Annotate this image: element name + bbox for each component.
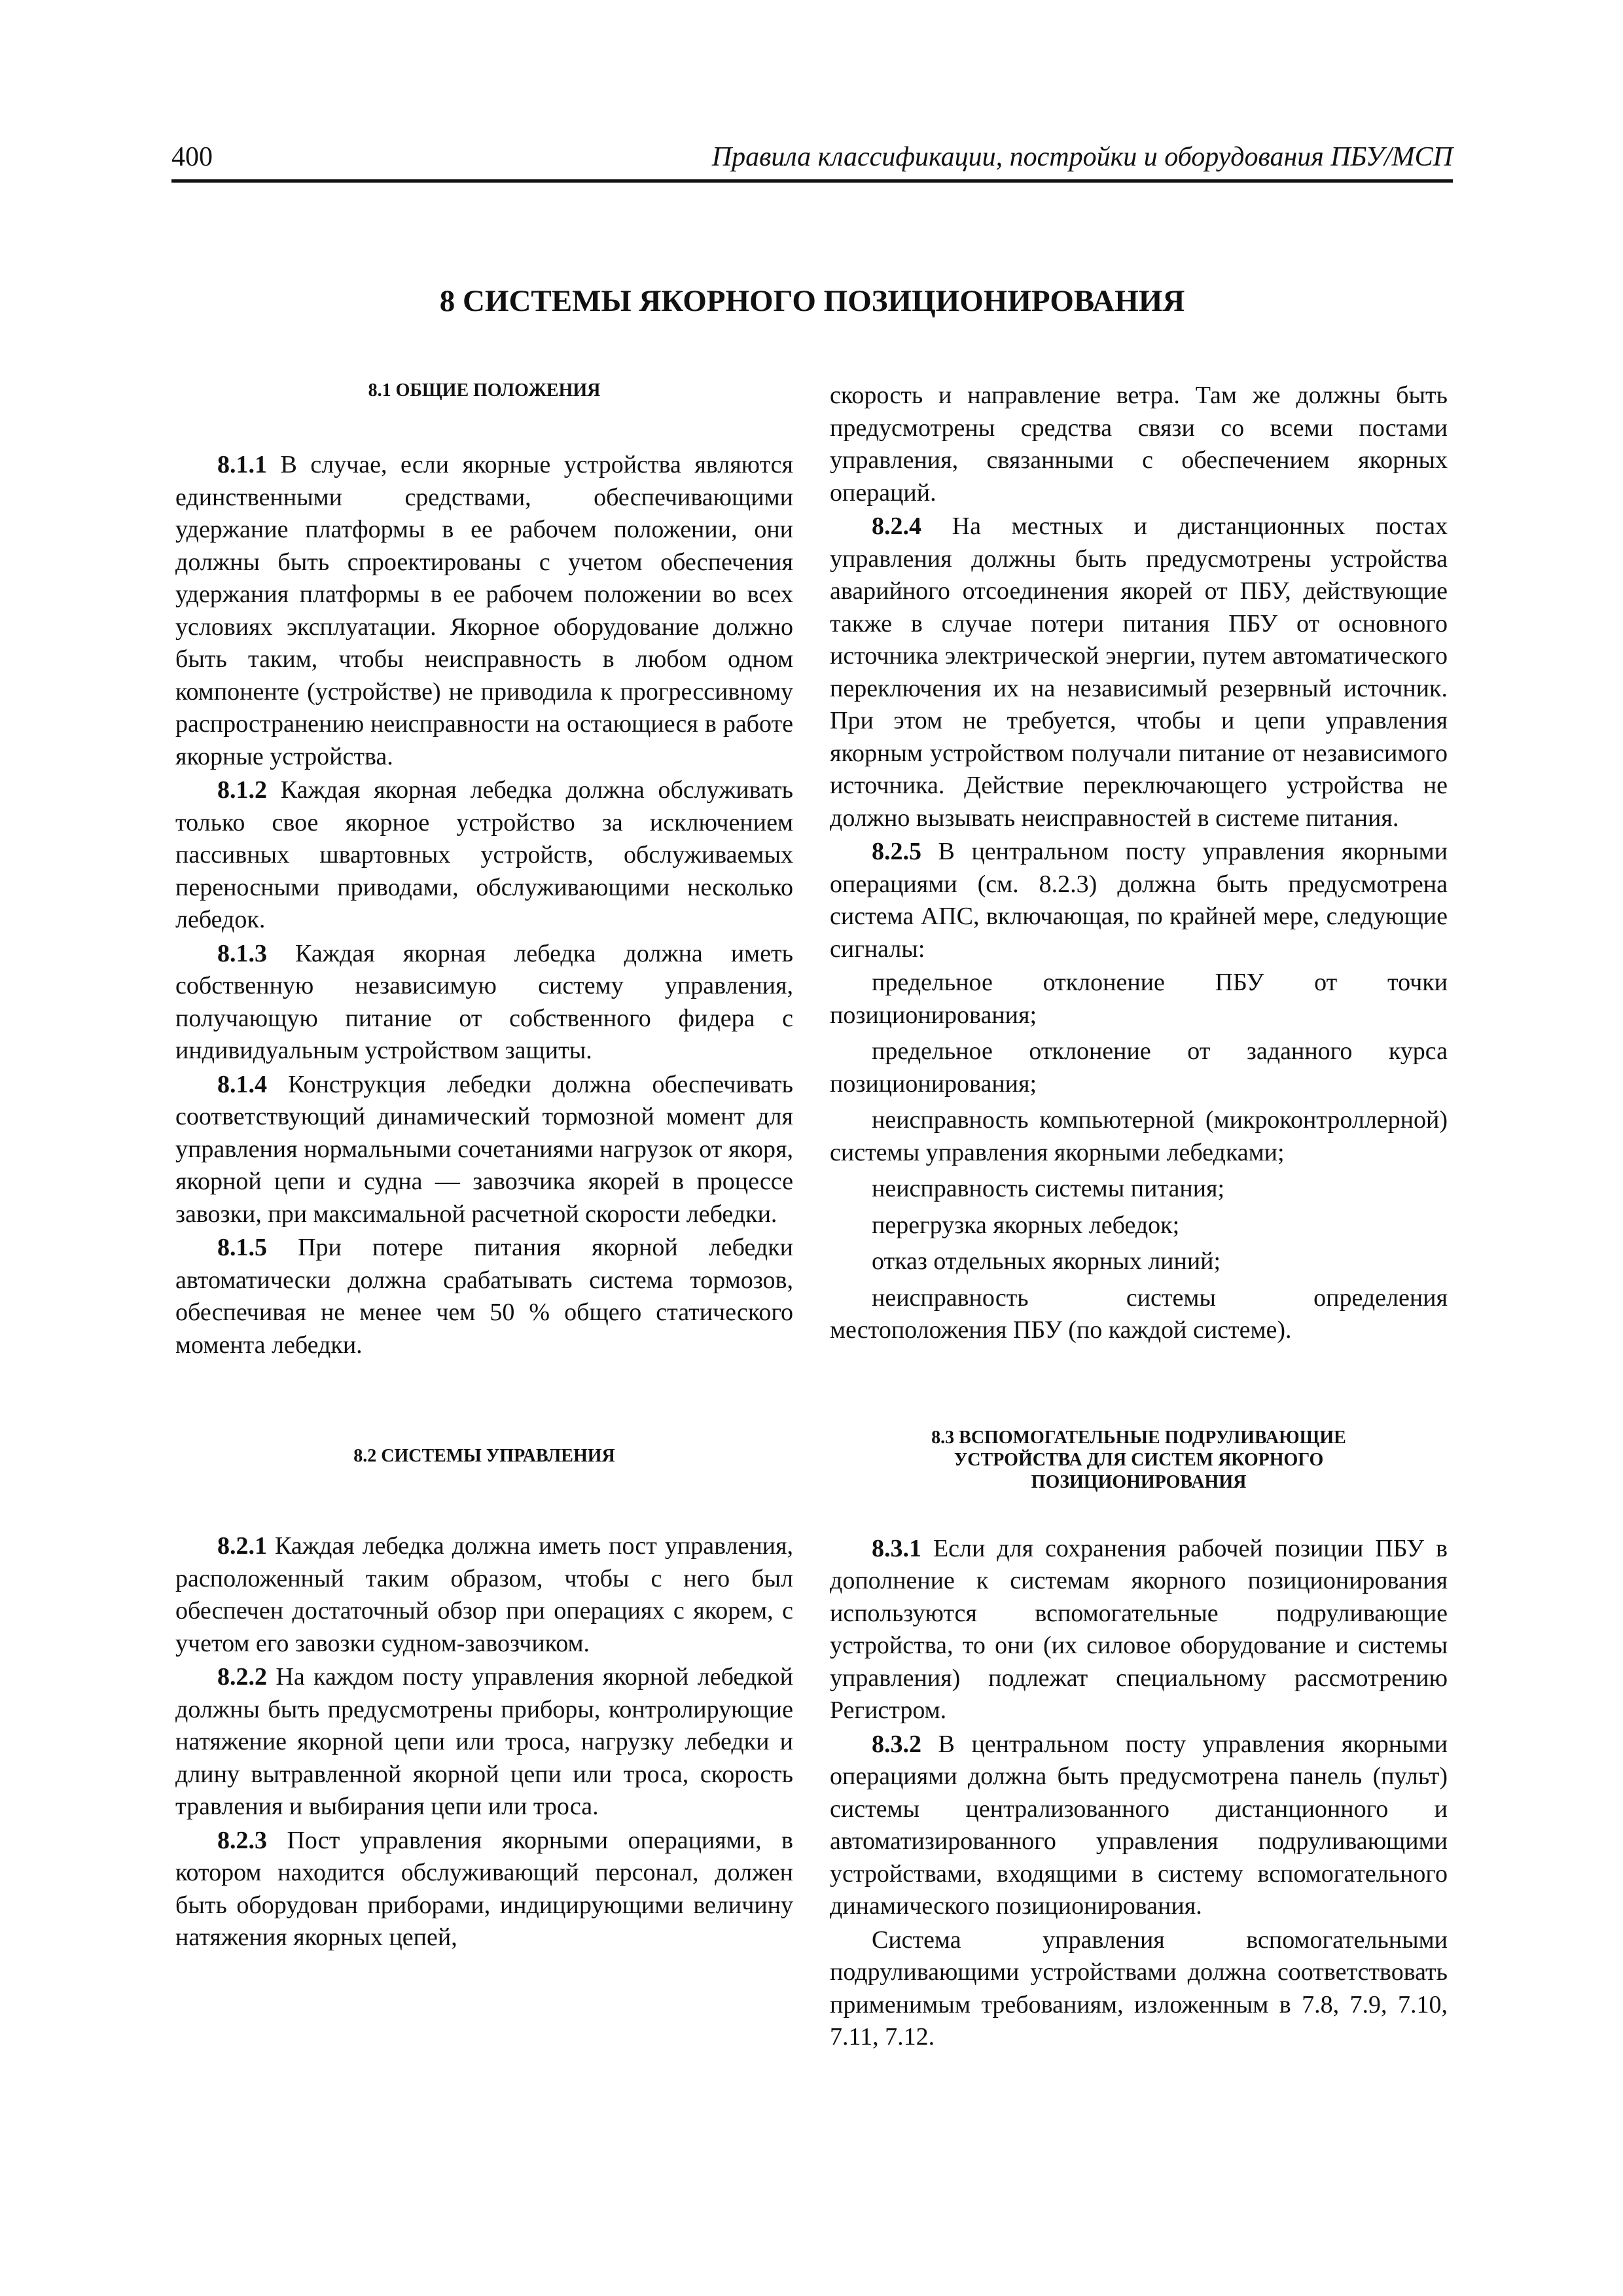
section-heading-8-1: 8.1 ОБЩИЕ ПОЛОЖЕНИЯ [368,380,601,401]
paragraph-8-1-4 [175,1069,793,1231]
clause-number: 8.3.1 [872,1534,921,1562]
signal-item: неисправность системы питания; [872,1175,1225,1202]
paragraph-8-3-1 [830,1533,1448,1727]
clause-number: 8.1.5 [217,1234,267,1261]
clause-text: Каждая якорная лебедка должна обслуживать только свое якорное устройство за исключением пассивных швартовных устройств, обслуживаемых переносными приводами, обслуживающими несколько лебедок. [175,776,793,933]
clause-number: 8.3.2 [872,1730,921,1758]
clause-text: Пост управления якорными операциями, в котором находится обслуживающий персонал, должен быть оборудован приборами, индицирующими величину натяжения якорных цепей, [175,1826,793,1951]
section-heading-8-3: 8.3 ВСПОМОГАТЕЛЬНЫЕ ПОДРУЛИВАЮЩИЕ УСТРОЙСТВА ДЛЯ СИСТЕМ ЯКОРНОГО ПОЗИЦИОНИРОВАНИЯ [931,1427,1346,1492]
signal-item: отказ отдельных якорных линий; [872,1247,1221,1275]
clause-number: 8.1.2 [217,776,267,804]
clause-text: На местных и дистанционных постах управления должны быть предусмотрены устройства аварийного отсоединения якорей от ПБУ, действующие также в случае потери питания ПБУ от основного источника электрической энергии, путем автоматического переключения их на независимый резервный источник. При этом не требуется, чтобы и цепи управления якорным устройством получали питание от независимого источника. Действие переключающего устройства не должно вызывать неисправностей в системе питания. [830,512,1448,832]
paragraph-8-1-1 [175,449,793,773]
clause-text: В центральном посту управления якорными операциями должна быть предусмотрена панель (пульт) системы централизованного дистанционного и автоматизированного управления подруливающими устройствами, входящими в систему вспомогательного динамического позиционирования. [830,1730,1448,1920]
signal-item: предельное отклонение ПБУ от точки позиционирования; [830,969,1448,1029]
clause-text: В случае, если якорные устройства являются единственными средствами, обеспечивающими удержание платформы в ее рабочем положении, они должны быть спроектированы с учетом обеспечения удержания платформы в ее рабочем положении во всех условиях эксплуатации. Якорное оборудование должно быть таким, чтобы неисправность в любом одном компоненте (устройстве) не приводила к прогрессивному распространению неисправности на остающиеся в работе якорные устройства. [175,451,793,770]
page-header [171,140,1453,183]
clause-number: 8.2.2 [217,1663,267,1691]
paragraph-8-2-4 [830,511,1448,834]
clause-text: Конструкция лебедки должна обеспечивать соответствующий динамический тормозной момент для управления нормальными сочетаниями нагрузок от якоря, якорной цепи и судна — завозчика якорей в процессе завозки, при максимальной расчетной скорости лебедки. [175,1070,793,1228]
clause-number: 8.1.1 [217,451,267,478]
clause-number: 8.2.1 [217,1532,267,1560]
clause-number: 8.2.3 [217,1826,267,1854]
signal-item: перегрузка якорных лебедок; [872,1211,1180,1239]
clause-text: В центральном посту управления якорными операциями (см. 8.2.3) должна быть предусмотрена система АПС, включающая, по крайней мере, следующие сигналы: [830,838,1448,963]
paragraph-8-1-3 [175,938,793,1067]
chapter-title: 8 СИСТЕМЫ ЯКОРНОГО ПОЗИЦИОНИРОВАНИЯ [439,284,1185,318]
paragraph-8-3-3: Система управления вспомогательными подруливающими устройствами должна соответствовать применимым требованиям, изложенным в 7.8, 7.9, 7.10, 7.11, 7.12. [830,1926,1448,2051]
page-number: 400 [171,142,213,172]
paragraph-8-2-3-continued: скорость и направление ветра. Там же должны быть предусмотрены средства связи со всеми постами управления, связанными с обеспечением якорных операций. [830,382,1448,507]
running-title: Правила классификации, постройки и оборудования ПБУ/МСП [711,142,1453,172]
paragraph-8-1-5 [175,1232,793,1361]
signal-item: неисправность системы определения местоположения ПБУ (по каждой системе). [830,1283,1448,1344]
signal-item: предельное отклонение от заданного курса позиционирования; [830,1037,1448,1098]
section-heading-8-2: 8.2 СИСТЕМЫ УПРАВЛЕНИЯ [353,1446,615,1466]
right-column [830,380,1448,2055]
clause-number: 8.2.4 [872,512,921,540]
paragraph-8-2-1 [175,1530,793,1660]
signal-item: неисправность компьютерной (микроконтроллерной) системы управления якорными лебедками; [830,1106,1448,1166]
clause-number: 8.1.4 [217,1070,267,1098]
paragraph-8-3-2 [830,1729,1448,1923]
clause-text: Каждая якорная лебедка должна иметь собственную независимую систему управления, получающую питание от собственного фидера с индивидуальным устройством защиты. [175,939,793,1064]
clause-number: 8.2.5 [872,838,921,865]
paragraph-8-1-2 [175,774,793,937]
paragraph-8-2-2 [175,1661,793,1823]
left-column [175,380,793,1956]
paragraph-8-2-3 [175,1825,793,1954]
clause-text: Если для сохранения рабочей позиции ПБУ в дополнение к системам якорного позиционирования используются вспомогательные подруливающие устройства, то они (их силовое оборудование и системы управления) подлежат специальному рассмотрению Регистром. [830,1534,1448,1724]
clause-text: Каждая лебедка должна иметь пост управления, расположенный таким образом, чтобы с него был обеспечен достаточный обзор при операциях с якорем, с учетом его завозки судном-завозчиком. [175,1532,793,1657]
paragraph-8-2-5 [830,836,1448,965]
clause-text: На каждом посту управления якорной лебедкой должны быть предусмотрены приборы, контролирующие натяжение якорной цепи или троса, нагрузку лебедки и длину вытравленной якорной цепи или троса, скорость травления и выбирания цепи или троса. [175,1663,793,1820]
clause-text: При потере питания якорной лебедки автоматически должна срабатывать система тормозов, обеспечивая не менее чем 50 % общего статического момента лебедки. [175,1234,793,1359]
clause-number: 8.1.3 [217,939,267,967]
